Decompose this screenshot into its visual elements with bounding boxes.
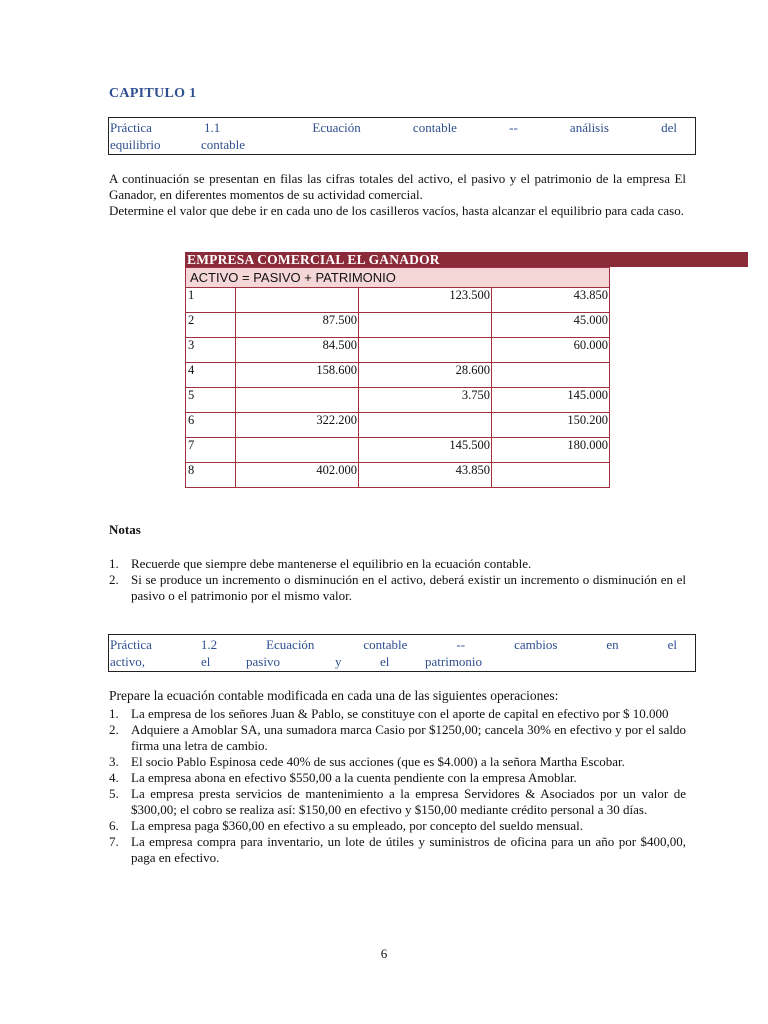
list-item-text: La empresa paga $360,00 en efectivo a su empleado, por concepto del sueldo mensual. [131, 818, 583, 833]
list-item-text: Si se produce un incremento o disminución en el activo, deberá existir un incremento o disminución en el pasivo o el patrimonio por el mismo valor. [131, 572, 686, 603]
table-row [186, 438, 610, 463]
list-item [109, 834, 686, 866]
list-item-number: 7. [109, 834, 119, 849]
row-number-cell: 7 [186, 438, 236, 463]
patrimonio-cell: 45.000 [492, 313, 610, 338]
list-item [109, 770, 686, 786]
row-number-cell: 2 [186, 313, 236, 338]
heading-word: equilibrio [110, 137, 161, 152]
row-number-cell: 8 [186, 463, 236, 488]
table-row [186, 313, 610, 338]
activo-cell: 84.500 [236, 338, 359, 363]
activo-cell [236, 388, 359, 413]
pasivo-cell: 145.500 [359, 438, 492, 463]
table-row [186, 363, 610, 388]
heading-word: Práctica [110, 120, 152, 135]
patrimonio-cell: 60.000 [492, 338, 610, 363]
list-item [109, 556, 686, 572]
list-item-number: 1. [109, 556, 119, 571]
intro-text [109, 171, 686, 219]
table-row [186, 338, 610, 363]
table-header-row [186, 268, 610, 288]
list-item [109, 786, 686, 818]
practice-1-heading-line-1 [110, 119, 695, 136]
patrimonio-cell [492, 463, 610, 488]
table-body [186, 288, 610, 488]
page-number: 6 [380, 946, 388, 961]
list-item-text: La empresa compra para inventario, un lote de útiles y suministros de oficina para un año por $400,00, paga en efectivo. [131, 834, 686, 865]
list-item-number: 2. [109, 722, 119, 737]
table-row [186, 388, 610, 413]
notes-title: Notas [109, 522, 141, 537]
pasivo-cell [359, 338, 492, 363]
row-number-cell: 1 [186, 288, 236, 313]
patrimonio-cell: 145.000 [492, 388, 610, 413]
patrimonio-cell: 180.000 [492, 438, 610, 463]
practice-1-heading-box [108, 117, 696, 155]
list-item-number: 6. [109, 818, 119, 833]
heading-word: 1.1 [204, 120, 221, 135]
pasivo-cell [359, 313, 492, 338]
heading-word: activo, [110, 654, 146, 669]
list-item-text: La empresa abona en efectivo $550,00 a la cuenta pendiente con la empresa Amoblar. [131, 770, 577, 785]
patrimonio-cell [492, 363, 610, 388]
heading-word: Ecuación [266, 637, 315, 652]
heading-word: análisis [569, 120, 609, 135]
list-item [109, 754, 686, 770]
row-number-cell: 5 [186, 388, 236, 413]
operations-intro: Prepare la ecuación contable modificada en cada una de las siguientes operaciones: [109, 688, 559, 703]
pasivo-cell: 43.850 [359, 463, 492, 488]
heading-word: -- [456, 637, 466, 652]
heading-word: del [661, 120, 677, 135]
heading-word: Ecuación [312, 120, 361, 135]
table-row [186, 288, 610, 313]
patrimonio-cell: 43.850 [492, 288, 610, 313]
practice-2-heading-box [108, 634, 696, 672]
heading-word: y [335, 654, 342, 669]
practice-1-heading-line-2 [110, 136, 695, 153]
heading-word: el [380, 654, 390, 669]
heading-word: Práctica [110, 637, 152, 652]
heading-word: el [667, 637, 677, 652]
list-item-number: 3. [109, 754, 119, 769]
activo-cell [236, 288, 359, 313]
chapter-title: CAPITULO 1 [109, 86, 197, 101]
list-item [109, 722, 686, 754]
list-item-text: La empresa de los señores Juan & Pablo, se constituye con el aporte de capital en efectivo por $ 10.000 [131, 706, 669, 721]
row-number-cell: 4 [186, 363, 236, 388]
pasivo-cell: 3.750 [359, 388, 492, 413]
intro-paragraph-2: Determine el valor que debe ir en cada uno de los casilleros vacíos, hasta alcanzar el equilibrio para cada caso. [109, 203, 684, 218]
table-header: ACTIVO = PASIVO + PATRIMONIO [186, 268, 610, 288]
list-item-text: Recuerde que siempre debe mantenerse el equilibrio en la ecuación contable. [131, 556, 532, 571]
list-item-text: La empresa presta servicios de mantenimiento a la empresa Servidores & Asociados por un valor de $300,00; el cobro se realiza así: $150,00 en efectivo y $150,00 mediante crédito personal a 30 días. [131, 786, 686, 817]
row-number-cell: 3 [186, 338, 236, 363]
operations-list [109, 706, 686, 866]
patrimonio-cell: 150.200 [492, 413, 610, 438]
heading-word: cambios [514, 637, 558, 652]
practice-2-heading-line-1 [110, 636, 695, 653]
list-item-number: 4. [109, 770, 119, 785]
activo-cell [236, 438, 359, 463]
table-row [186, 463, 610, 488]
heading-word: contable [363, 637, 408, 652]
list-item-text: Adquiere a Amoblar SA, una sumadora marca Casio por $1250,00; cancela 30% en efectivo y por el saldo firma una letra de cambio. [131, 722, 686, 753]
heading-word: pasivo [246, 654, 280, 669]
activo-cell: 402.000 [236, 463, 359, 488]
heading-word: patrimonio [425, 654, 483, 669]
intro-paragraph-1: A continuación se presentan en filas las cifras totales del activo, el pasivo y el patrimonio de la empresa El Ganador, en diferentes momentos de su actividad comercial. [109, 171, 686, 202]
activo-cell: 322.200 [236, 413, 359, 438]
list-item [109, 706, 686, 722]
activo-cell: 87.500 [236, 313, 359, 338]
list-item-number: 2. [109, 572, 119, 587]
row-number-cell: 6 [186, 413, 236, 438]
notes-list [109, 556, 686, 604]
table-banner: EMPRESA COMERCIAL EL GANADOR [185, 252, 748, 267]
heading-word: -- [509, 120, 518, 135]
list-item-number: 1. [109, 706, 119, 721]
heading-word: contable [412, 120, 457, 135]
pasivo-cell [359, 413, 492, 438]
pasivo-cell: 123.500 [359, 288, 492, 313]
table-row [186, 413, 610, 438]
heading-word: contable [201, 137, 246, 152]
practice-2-heading-line-2 [110, 653, 695, 670]
pasivo-cell: 28.600 [359, 363, 492, 388]
list-item-number: 5. [109, 786, 119, 801]
heading-word: en [606, 637, 619, 652]
equation-table [185, 267, 610, 488]
heading-word: el [201, 654, 211, 669]
heading-word: 1.2 [200, 637, 218, 652]
list-item [109, 572, 686, 604]
activo-cell: 158.600 [236, 363, 359, 388]
list-item-text: El socio Pablo Espinosa cede 40% de sus acciones (que es $4.000) a la señora Martha Escobar. [131, 754, 625, 769]
list-item [109, 818, 686, 834]
